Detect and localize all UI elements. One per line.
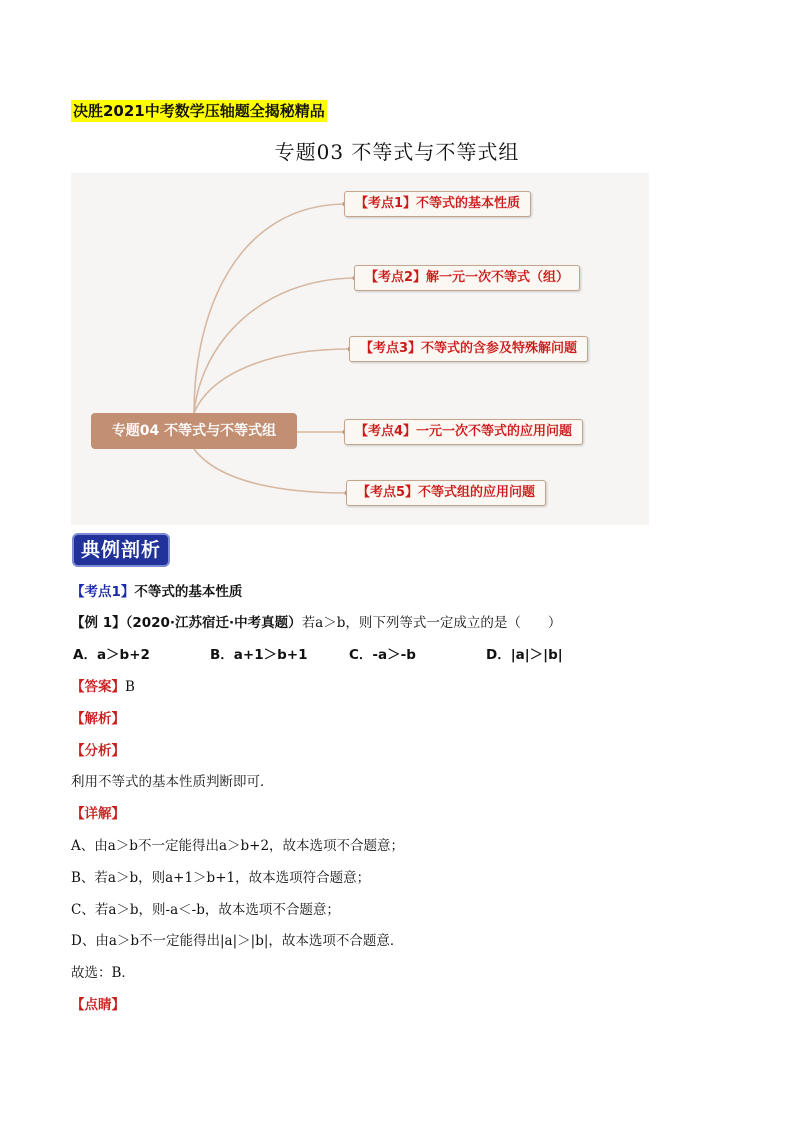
detail-line-d: D、由a＞b不一定能得出|a|＞|b|，故本选项不合题意． [71, 933, 404, 949]
detail-conclusion: 故选：B． [71, 965, 135, 981]
example-question [71, 611, 561, 631]
answer-value: B [125, 679, 135, 695]
connector-5 [194, 449, 347, 493]
point-label: 不等式的基本性质 [134, 584, 243, 600]
connector-2 [194, 278, 355, 413]
connector-1 [194, 204, 345, 413]
answer-line [71, 675, 135, 695]
fenxi-heading: 【分析】 [71, 743, 125, 759]
mind-map-branch-4: 【考点4】一元一次不等式的应用问题 [344, 419, 583, 445]
detail-heading: 【详解】 [71, 806, 125, 822]
mind-map-branch-1: 【考点1】不等式的基本性质 [344, 191, 531, 217]
mind-map [71, 173, 649, 525]
option-d: D．|a|＞|b| [486, 647, 563, 663]
option-c: C．-a＞-b [349, 647, 416, 663]
point-heading [71, 580, 242, 600]
connector-3 [194, 349, 350, 413]
fenxi-text: 利用不等式的基本性质判断即可． [71, 774, 274, 790]
mind-map-branch-2: 【考点2】解一元一次不等式（组） [354, 265, 580, 291]
mind-map-center: 专题04 不等式与不等式组 [91, 413, 297, 449]
mind-map-branch-3: 【考点3】不等式的含参及特殊解问题 [349, 336, 588, 362]
point-bracket: 【考点1】 [71, 584, 135, 600]
answer-heading: 【答案】 [71, 679, 125, 695]
example-question-text: 若a＞b，则下列等式一定成立的是（ ） [301, 615, 562, 631]
mind-map-branch-5: 【考点5】不等式组的应用问题 [346, 480, 546, 506]
example-source: （2020·江苏宿迁·中考真题） [125, 615, 302, 631]
detail-line-a: A、由a＞b不一定能得出a＞b+2，故本选项不合题意； [71, 838, 405, 854]
section-badge: 典例剖析 [72, 533, 170, 567]
analysis-heading: 【解析】 [71, 711, 125, 727]
detail-line-b: B、若a＞b，则a+1＞b+1，故本选项符合题意； [71, 870, 371, 886]
comment-heading: 【点睛】 [71, 997, 125, 1013]
options-row [71, 643, 711, 663]
series-banner: 决胜2021中考数学压轴题全揭秘精品 [73, 102, 325, 120]
option-a: A．a＞b+2 [73, 647, 150, 663]
example-bracket: 【例 1】 [71, 615, 126, 631]
detail-line-c: C、若a＞b，则-a＜-b，故本选项不合题意； [71, 902, 340, 918]
page-title: 专题03 不等式与不等式组 [274, 140, 520, 164]
option-b: B．a+1＞b+1 [210, 647, 308, 663]
